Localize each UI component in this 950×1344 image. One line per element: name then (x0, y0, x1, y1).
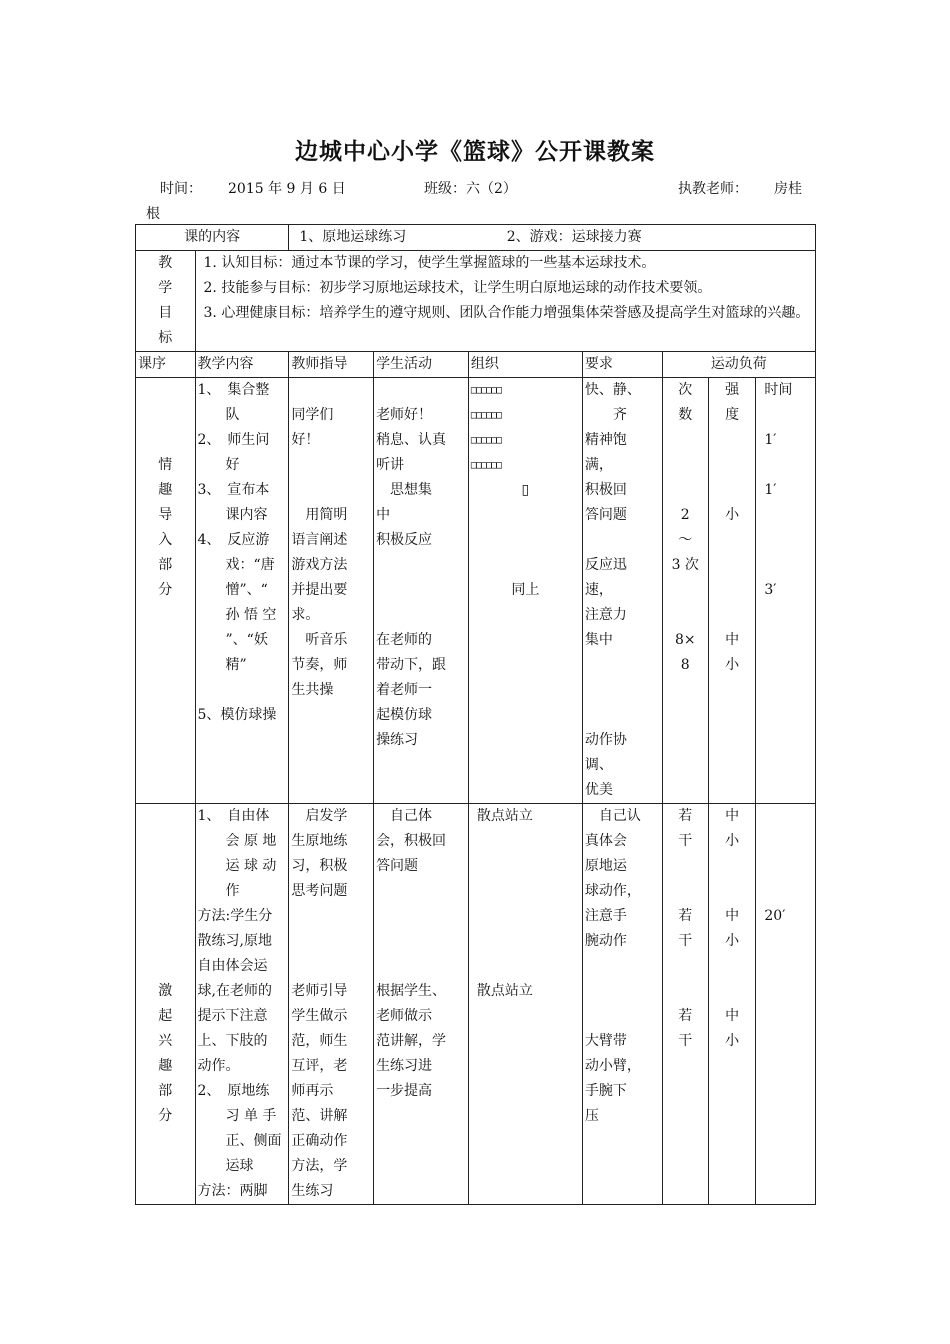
section-interest-label: 激 起 兴 趣 部 分 (136, 804, 196, 1205)
section-interest-times: 若 干 若 干 若 干 (662, 804, 708, 1205)
header-activity: 学生活动 (374, 352, 469, 378)
section-interest-content: 1、 自由体 会 原 地 运 球 动 作 方法:学生分 散练习,原地 自由体会运 球,在老师的 提示下注意 上、下肢的 动作。 2、 原地练 习 单 手 正、侧面 运球 方法：两脚 (195, 804, 289, 1205)
section-intro-time: 时间 1′ 1′ 3′ (756, 378, 816, 804)
section-intro-guide: 同学们 好！ 用简明 语言阐述 游戏方法 并提出要 求。 听音乐 节奏，师 生共操 (289, 378, 374, 804)
header-guide: 教师指导 (289, 352, 374, 378)
section-interest-org: 散点站立 散点站立 (468, 804, 582, 1205)
header-load: 运动负荷 (662, 352, 815, 378)
lesson-plan-table (135, 224, 816, 1205)
goal-3: 3. 心理健康目标：培养学生的遵守规则、团队合作能力增强集体荣誉感及提高学生对篮球的兴趣。 (203, 305, 810, 321)
header-seq: 课序 (136, 352, 196, 378)
content-row (136, 225, 816, 251)
org-same-text: 同上 (511, 582, 540, 598)
document-title: 边城中心小学《篮球》公开课教案 (295, 138, 655, 165)
header-org: 组织 (468, 352, 582, 378)
section-interest-req: 自己认 真体会 原地运 球动作， 注意手 腕动作 大臂带 动小臂， 手腕下 压 (582, 804, 662, 1205)
section-intro-org (468, 378, 582, 804)
teacher-label: 执教老师： (678, 181, 748, 197)
teacher-position-mark: ▯ (521, 482, 530, 498)
section-intro-req: 快、静、 齐 精神饱 满， 积极回 答问题 反应迅 速， 注意力 集中 动作协 调、 优美 (582, 378, 662, 804)
content-items (289, 225, 816, 251)
section-intro-times: 次 数 2 ～ 3 次 8× 8 (662, 378, 708, 804)
formation-grid: □□□□□□ □□□□□□ □□□□□□ □□□□□□ (470, 385, 502, 471)
date-label: 时间： (160, 181, 202, 197)
section-intro-activity: 老师好！ 稍息、认真 听讲 思想集 中 积极反应 在老师的 带动下，跟 着老师一 起模仿球 操练习 (374, 378, 469, 804)
goal-2: 2. 技能参与目标：初步学习原地运球技术，让学生明白原地运球的动作技术要领。 (203, 280, 712, 296)
goals-label: 教 学 目 标 (136, 251, 196, 352)
goal-1: 1. 认知目标：通过本节课的学习，使学生掌握篮球的一些基本运球技术。 (203, 255, 656, 271)
section-interest-row (136, 804, 816, 1205)
section-intro-content: 1、 集合整 队 2、 师生问 好 3、 宣布本 课内容 4、 反应游 戏：“唐 憎”、“ 孙 悟 空 ”、“妖 精” 5、模仿球操 (195, 378, 289, 804)
header-req: 要求 (582, 352, 662, 378)
date-value: 2015 年 9 月 6 日 (228, 181, 346, 197)
content-item-2: 2、游戏：运球接力赛 (506, 229, 642, 245)
teacher-value: 房桂 (774, 181, 802, 197)
section-interest-intensity: 中 小 中 小 中 小 (708, 804, 755, 1205)
goals-text (195, 251, 815, 352)
header-row (136, 352, 816, 378)
section-interest-guide: 启发学 生原地练 习，积极 思考问题 老师引导 学生做示 范，师生 互评，老 师再示 范、讲解 正确动作 方法，学 生练习 (289, 804, 374, 1205)
teacher-value-cont: 根 (146, 206, 160, 222)
header-content: 教学内容 (195, 352, 289, 378)
class-label: 班级：六（2） (424, 181, 517, 197)
section-intro-intensity: 强 度 小 中 小 (708, 378, 755, 804)
section-intro-row (136, 378, 816, 804)
goals-row (136, 251, 816, 352)
section-intro-label: 情 趣 导 入 部 分 (136, 378, 196, 804)
section-interest-time: 20′ (756, 804, 816, 1205)
content-label: 课的内容 (136, 225, 289, 251)
content-item-1: 1、原地运球练习 (299, 229, 407, 245)
section-interest-activity: 自己体 会，积极回 答问题 根据学生、 老师做示 范讲解，学 生练习进 一步提高 (374, 804, 469, 1205)
